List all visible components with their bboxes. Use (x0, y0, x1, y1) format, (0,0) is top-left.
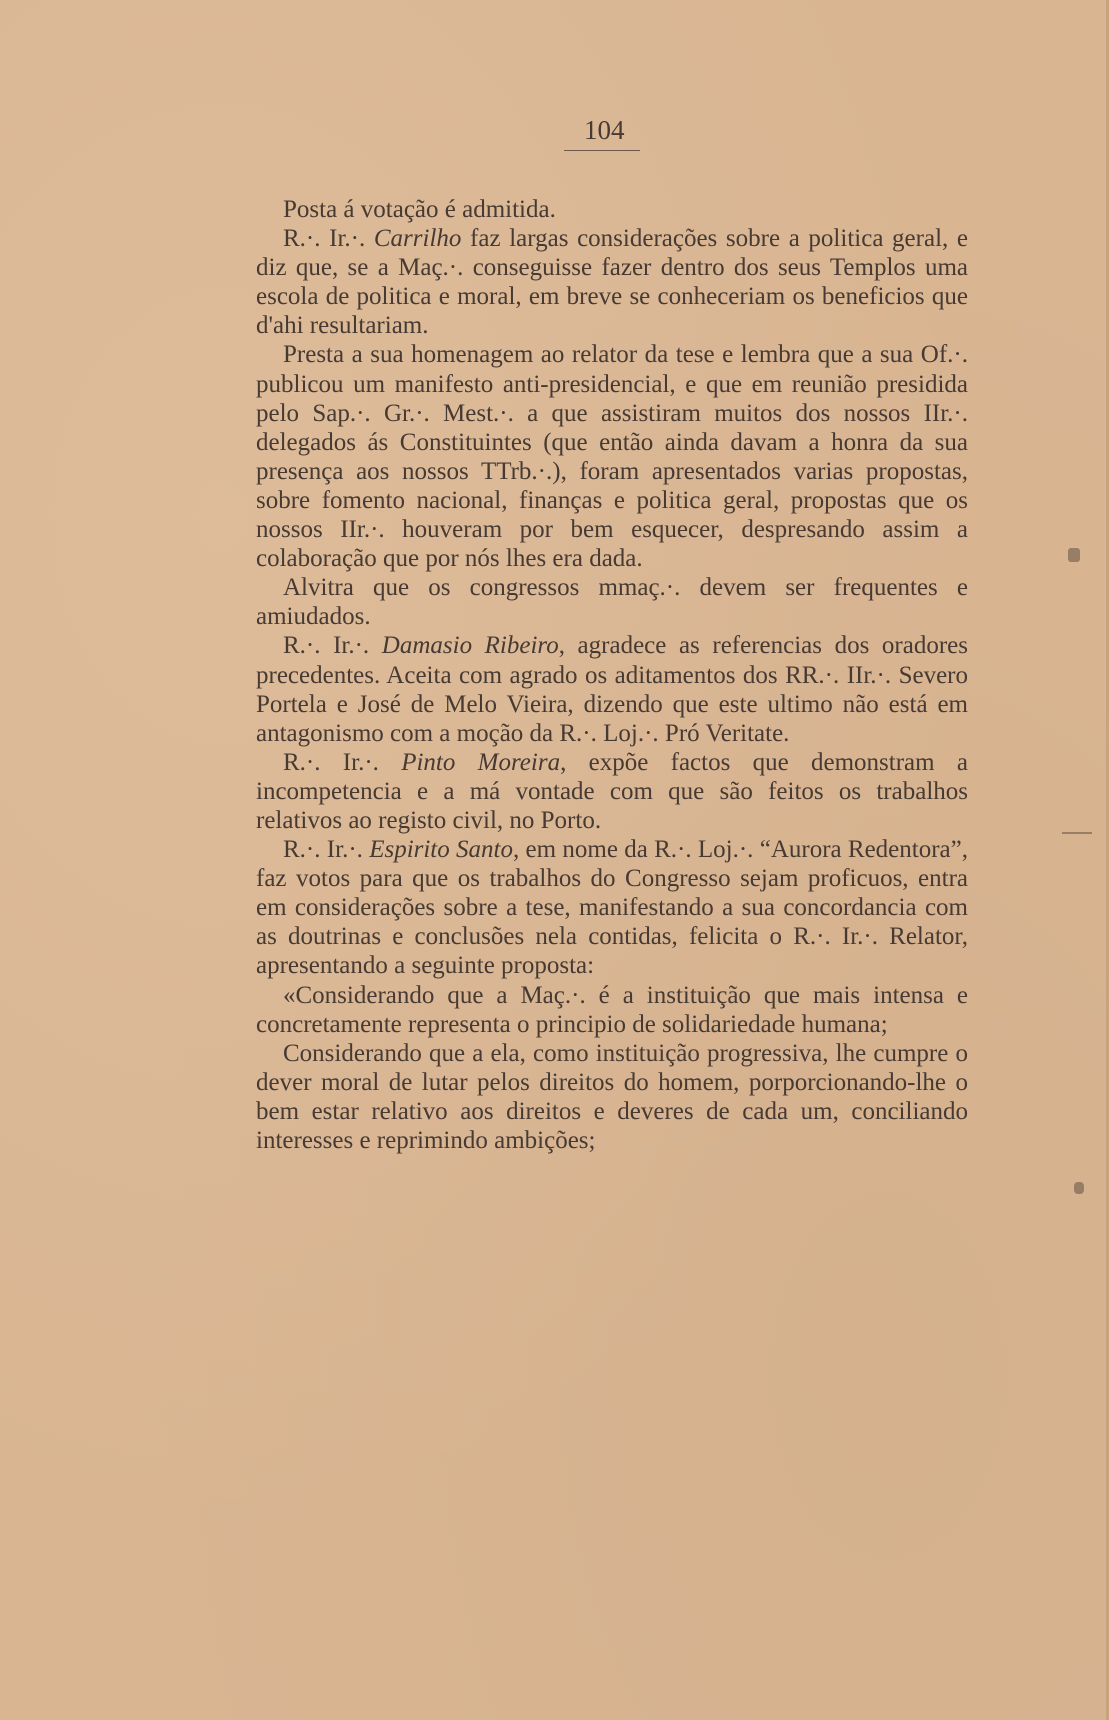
paragraph-considerando-2 (256, 1039, 968, 1155)
speaker-name: Pinto Moreira (401, 748, 561, 776)
paragraph-text: Considerando que a ela, como instituição progressiva, lhe cumpre o dever moral de lutar pelos direitos do homem, porporcionando-lhe o bem estar relativo aos direitos e deveres de cada um, conciliando interesses e reprimindo ambições; (256, 1039, 968, 1154)
paragraph-text: Posta á votação é admitida. (283, 196, 556, 223)
margin-blot (1068, 548, 1080, 562)
paragraph-espirito-santo (256, 835, 968, 980)
paragraph-text: «Considerando que a Maç.·. é a instituição que mais intensa e concretamente representa o principio de solidariedade humana; (256, 981, 968, 1038)
paragraph-considerando-1 (256, 981, 968, 1039)
page-number-rule (564, 150, 640, 151)
paragraph-pinto-moreira (256, 748, 968, 835)
speaker-name: Espirito Santo (369, 836, 513, 864)
speaker-name: Carrilho (373, 225, 462, 253)
body-text (256, 195, 968, 1155)
page-number: 104 (584, 115, 625, 145)
paragraph-text: Presta a sua homenagem ao relator da tese e lembra que a sua Of.·. publicou um manifesto anti-presidencial, e que em reunião presidida pelo Sap.·. Gr.·. Mest.·. a que assistiram muitos dos nossos IIr.·. delegados ás Constituintes (que então ainda davam a honra da sua presença aos nossos TTrb.·.), foram apresentados varias propostas, sobre fomento nacional, finanças e politica geral, propostas que os nossos IIr.·. houveram por bem esquecer, despresando assim a colaboração que por nós lhes era dada. (256, 341, 968, 573)
paragraph-text: , em nome da R.·. Loj.·. “Aurora Redentora”, faz votos para que os trabalhos do Congresso sejam proficuos, entra em considerações sobre a tese, manifestando a sua concordancia com as doutrinas e conclusões nela contidas, felicita o R.·. Ir.·. Relator, apresentando a seguinte proposta: (256, 836, 968, 980)
speaker-title: R.·. Ir.·. (283, 632, 382, 660)
paragraph-carrilho (256, 224, 968, 340)
speaker-title: R.·. Ir.·. (283, 225, 374, 253)
paragraph-vote (256, 195, 968, 224)
paragraph-homenagem (256, 340, 968, 573)
speaker-name: Damasio Ribeiro (381, 632, 559, 660)
margin-blot (1074, 1182, 1084, 1194)
margin-blot (1062, 832, 1092, 834)
paragraph-damasio-ribeiro (256, 631, 968, 747)
paragraph-text: , agradece as referencias dos oradores precedentes. Aceita com agrado os aditamentos dos RR.·. IIr.·. Severo Portela e José de Melo Vieira, dizendo que este ultimo não está em antagonismo com a moção da R.·. Loj.·. Pró Veritate. (256, 632, 968, 747)
speaker-title: R.·. Ir.·. (283, 748, 402, 776)
paragraph-text: , expõe factos que demonstram a incompetencia e a má vontade com que são feitos os trabalhos relativos ao registo civil, no Porto. (256, 748, 968, 834)
paragraph-text: Alvitra que os congressos mmaç.·. devem ser frequentes e amiudados. (256, 574, 968, 631)
speaker-title: R.·. Ir.·. (283, 836, 370, 864)
paragraph-text: faz largas considerações sobre a politica geral, e diz que, se a Maç.·. conseguisse fazer dentro dos seus Templos uma escola de politica e moral, em breve se conheceriam os beneficios que d'ahi resultariam. (256, 225, 968, 340)
paragraph-alvitra (256, 573, 968, 631)
